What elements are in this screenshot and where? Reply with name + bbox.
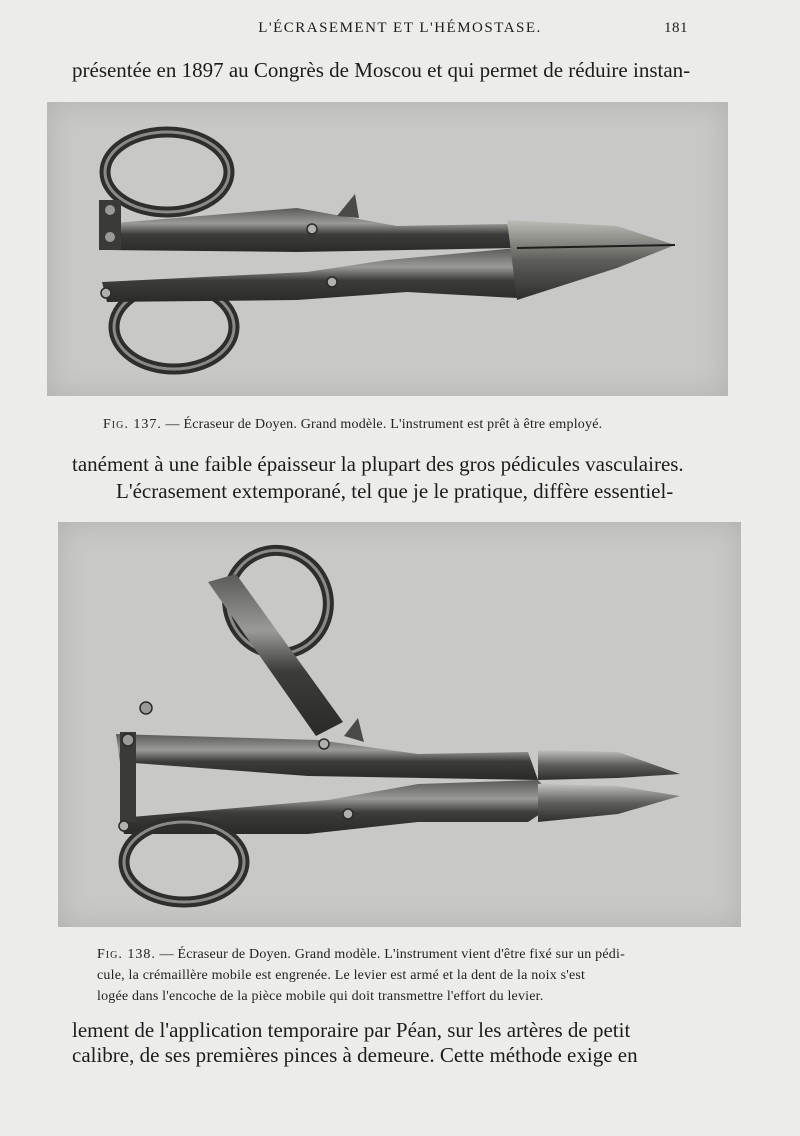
figure-137-caption	[103, 414, 723, 435]
body-line-4: lement de l'application temporaire par Péan, sur les artères de petit	[72, 1018, 631, 1042]
figure-138-caption	[97, 944, 727, 1007]
figure-138-photo	[58, 522, 741, 927]
figure-137-label: Fig. 137.	[103, 417, 162, 432]
figure-138-caption-text-1: — Écraseur de Doyen. Grand modèle. L'instrument vient d'être fixé sur un pédi-	[159, 947, 625, 962]
body-line-1: présentée en 1897 au Congrès de Moscou et qui permet de réduire instan-	[72, 58, 691, 82]
figure-137-caption-text: — Écraseur de Doyen. Grand modèle. L'instrument est prêt à être employé.	[165, 417, 603, 432]
figure-138-caption-line-3: logée dans l'encoche de la pièce mobile qui doit transmettre l'effort du levier.	[97, 989, 544, 1004]
body-line-3: L'écrasement extemporané, tel que je le pratique, diffère essentiel-	[116, 479, 674, 503]
running-title: L'ÉCRASEMENT ET L'HÉMOSTASE.	[258, 20, 542, 36]
figure-138-caption-line-1	[97, 944, 727, 965]
figure-138-caption-line-2: cule, la crémaillère mobile est engrenée. Le levier est armé et la dent de la noix s'est	[97, 968, 586, 983]
figure-138-label: Fig. 138.	[97, 947, 156, 962]
body-line-2: tanément à une faible épaisseur la plupart des gros pédicules vasculaires.	[72, 452, 684, 476]
ecraseur-closed-illustration	[47, 102, 728, 396]
running-head	[0, 20, 800, 44]
ecraseur-open-illustration	[58, 522, 741, 927]
page-number: 181	[664, 20, 688, 36]
body-line-5: calibre, de ses premières pinces à demeure. Cette méthode exige en	[72, 1043, 638, 1067]
figure-137-photo	[47, 102, 728, 396]
